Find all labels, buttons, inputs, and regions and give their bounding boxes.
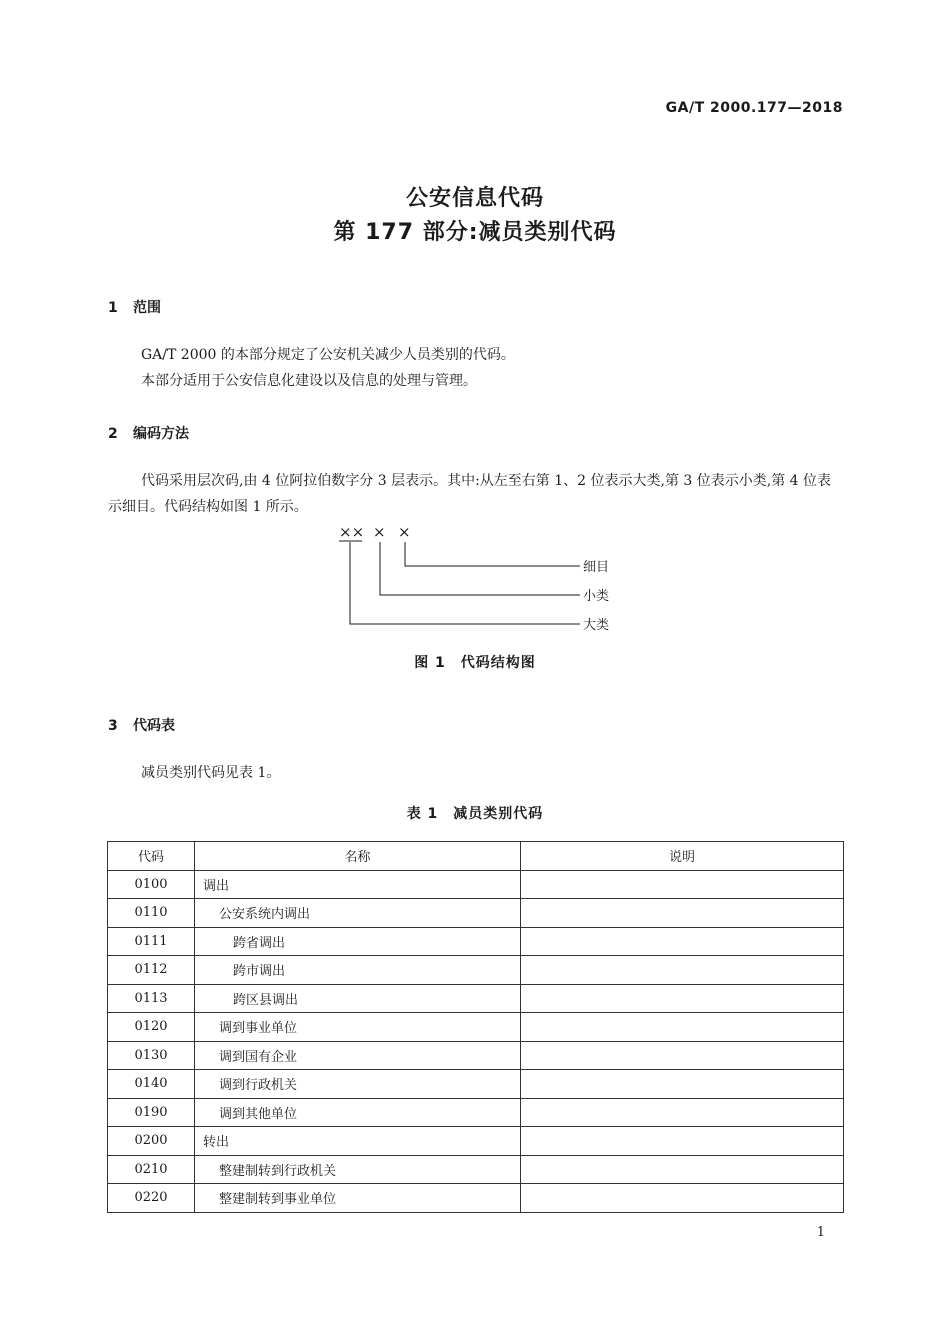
code-cell: 0200 bbox=[108, 1127, 195, 1156]
code-cell: 0220 bbox=[108, 1184, 195, 1213]
note-cell bbox=[521, 870, 844, 899]
name-cell: 整建制转到行政机关 bbox=[195, 1155, 521, 1184]
page-number: 1 bbox=[816, 1225, 825, 1240]
major-class-mark: ×× bbox=[339, 523, 365, 541]
code-cell: 0120 bbox=[108, 1013, 195, 1042]
name-cell: 跨省调出 bbox=[195, 927, 521, 956]
code-cell: 0111 bbox=[108, 927, 195, 956]
section-2-paragraph: 代码采用层次码,由 4 位阿拉伯数字分 3 层表示。其中:从左至右第 1、2 位表示大类,第 3 位表示小类,第 4 位表示细目。代码结构如图 1 所示。 bbox=[108, 473, 832, 515]
name-cell: 跨市调出 bbox=[195, 956, 521, 985]
minor-class-connector-line bbox=[380, 542, 580, 595]
table-1-caption: 表 1 减员类别代码 bbox=[406, 806, 544, 822]
code-structure-diagram bbox=[0, 520, 950, 640]
note-cell bbox=[521, 1098, 844, 1127]
section-3-number: 3 bbox=[108, 718, 118, 734]
code-cell: 0113 bbox=[108, 984, 195, 1013]
name-cell: 调到其他单位 bbox=[195, 1098, 521, 1127]
header-code: 代码 bbox=[108, 842, 195, 871]
detail-mark: × bbox=[398, 523, 411, 541]
reduction-category-code-table bbox=[107, 841, 844, 1213]
name-cell: 公安系统内调出 bbox=[195, 899, 521, 928]
name-cell: 转出 bbox=[195, 1127, 521, 1156]
header-name: 名称 bbox=[195, 842, 521, 871]
table-row bbox=[108, 899, 844, 928]
major-class-label: 大类 bbox=[583, 618, 610, 633]
table-row bbox=[108, 984, 844, 1013]
note-cell bbox=[521, 1013, 844, 1042]
section-2-heading bbox=[108, 423, 189, 443]
name-cell: 调到行政机关 bbox=[195, 1070, 521, 1099]
name-cell: 调到国有企业 bbox=[195, 1041, 521, 1070]
note-cell bbox=[521, 1041, 844, 1070]
section-2-title: 编码方法 bbox=[133, 426, 189, 442]
table-row bbox=[108, 870, 844, 899]
section-3-paragraph: 减员类别代码见表 1。 bbox=[141, 765, 281, 781]
header-note: 说明 bbox=[521, 842, 844, 871]
table-row bbox=[108, 1155, 844, 1184]
document-title-line1: 公安信息代码 bbox=[405, 186, 544, 211]
section-1-heading bbox=[108, 297, 161, 317]
section-1-paragraph-2: 本部分适用于公安信息化建设以及信息的处理与管理。 bbox=[141, 373, 477, 389]
note-cell bbox=[521, 1070, 844, 1099]
note-cell bbox=[521, 1184, 844, 1213]
document-title-line2: 第 177 部分:减员类别代码 bbox=[333, 220, 617, 245]
table-row bbox=[108, 1013, 844, 1042]
code-cell: 0110 bbox=[108, 899, 195, 928]
note-cell bbox=[521, 1155, 844, 1184]
table-row bbox=[108, 1098, 844, 1127]
note-cell bbox=[521, 956, 844, 985]
section-1-number: 1 bbox=[108, 300, 118, 316]
section-3-heading bbox=[108, 715, 175, 735]
section-1-title: 范围 bbox=[133, 300, 161, 316]
standard-code: GA/T 2000.177—2018 bbox=[665, 100, 843, 116]
table-row bbox=[108, 1070, 844, 1099]
code-cell: 0112 bbox=[108, 956, 195, 985]
section-1-paragraph-1: GA/T 2000 的本部分规定了公安机关减少人员类别的代码。 bbox=[141, 347, 515, 363]
table-row bbox=[108, 956, 844, 985]
table-row bbox=[108, 1127, 844, 1156]
name-cell: 整建制转到事业单位 bbox=[195, 1184, 521, 1213]
code-cell: 0100 bbox=[108, 870, 195, 899]
note-cell bbox=[521, 899, 844, 928]
detail-connector-line bbox=[405, 542, 580, 566]
note-cell bbox=[521, 927, 844, 956]
name-cell: 跨区县调出 bbox=[195, 984, 521, 1013]
note-cell bbox=[521, 984, 844, 1013]
code-cell: 0210 bbox=[108, 1155, 195, 1184]
name-cell: 调出 bbox=[195, 870, 521, 899]
table-row bbox=[108, 1041, 844, 1070]
detail-label: 细目 bbox=[583, 560, 610, 575]
code-cell: 0130 bbox=[108, 1041, 195, 1070]
name-cell: 调到事业单位 bbox=[195, 1013, 521, 1042]
table-row bbox=[108, 1184, 844, 1213]
section-3-title: 代码表 bbox=[133, 718, 175, 734]
minor-class-label: 小类 bbox=[583, 589, 610, 604]
table-header-row bbox=[108, 842, 844, 871]
code-cell: 0190 bbox=[108, 1098, 195, 1127]
major-class-connector-line bbox=[350, 542, 580, 624]
section-2-number: 2 bbox=[108, 426, 118, 442]
minor-class-mark: × bbox=[373, 523, 386, 541]
code-cell: 0140 bbox=[108, 1070, 195, 1099]
note-cell bbox=[521, 1127, 844, 1156]
figure-1-caption: 图 1 代码结构图 bbox=[414, 655, 536, 671]
table-row bbox=[108, 927, 844, 956]
